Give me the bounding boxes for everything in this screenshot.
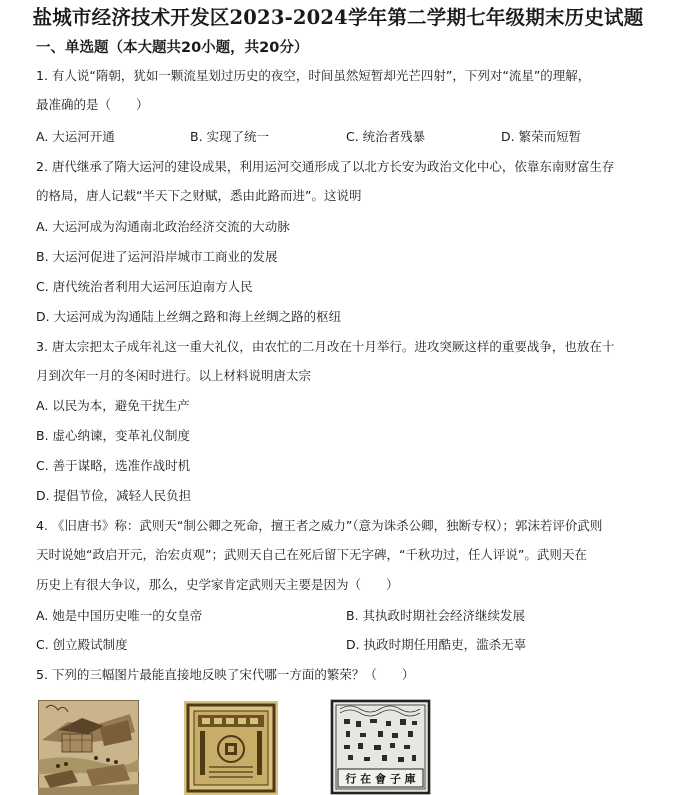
q3-option-a[interactable]: A. 以民为本，避免干扰生产 (36, 398, 190, 413)
q1-option-a[interactable]: A. 大运河开通 (36, 129, 115, 144)
section-heading: 一、单选题（本大题共20小题，共20分） (36, 40, 309, 56)
q4-option-a[interactable]: A. 她是中国历史唯一的女皇帝 (36, 608, 203, 623)
jiaozi-caption: 行 在 會 子 庫 (345, 772, 416, 786)
q4-option-c[interactable]: C. 创立殿试制度 (36, 637, 128, 652)
question-4-line-2: 天时说她“政启开元，治宏贞观”；武则天自己在死后留下无字碑，“千秋功过，任人评说”。武则天在 (36, 547, 587, 562)
page-title: 盐城市经济技术开发区2023-2024学年第二学期七年级期末历史试题 (32, 6, 644, 29)
question-4-line-1: 4. 《旧唐书》称：武则天“制公卿之死命，擅王者之威力”（意为诛杀公卿，独断专权）；郭沫若评价武则 (36, 518, 603, 533)
q3-option-b[interactable]: B. 虚心纳谏，变革礼仪制度 (36, 428, 191, 443)
question-4-line-3: 历史上有很大争议，那么，史学家肯定武则天主要是因为（ ） (36, 577, 399, 592)
q4-option-d[interactable]: D. 执政时期任用酷吏，滥杀无辜 (346, 637, 527, 652)
q2-option-c[interactable]: C. 唐代统治者利用大运河压迫南方人民 (36, 279, 253, 294)
q2-option-d[interactable]: D. 大运河成为沟通陆上丝绸之路和海上丝绸之路的枢纽 (36, 309, 342, 324)
question-3-line-1: 3. 唐太宗把太子成年礼这一重大礼仪，由农忙的二月改在十月举行。进攻突厥这样的重要战争，也放在十 (36, 339, 615, 354)
q3-option-d[interactable]: D. 提倡节俭，减轻人民负担 (36, 488, 192, 503)
q1-option-c[interactable]: C. 统治者残暴 (346, 129, 426, 144)
question-1-line-2: 最准确的是（ ） (36, 97, 149, 112)
question-2-line-2: 的格局，唐人记载“半天下之财赋，悉由此路而进”。这说明 (36, 188, 362, 203)
q3-option-c[interactable]: C. 善于谋略，选准作战时机 (36, 458, 191, 473)
q1-option-b[interactable]: B. 实现了统一 (190, 129, 270, 144)
banknote-image (184, 701, 278, 795)
question-5-line-1: 5. 下列的三幅图片最能直接地反映了宋代哪一方面的繁荣？（ ） (36, 667, 415, 682)
jiaozi-print-image (330, 699, 431, 795)
q2-option-b[interactable]: B. 大运河促进了运河沿岸城市工商业的发展 (36, 249, 278, 264)
q1-option-d[interactable]: D. 繁荣而短暂 (501, 129, 582, 144)
question-1-line-1: 1. 有人说“隋朝，犹如一颗流星划过历史的夜空，时间虽然短暂却光芒四射”，下列对“流星”的理解， (36, 68, 591, 83)
question-2-line-1: 2. 唐代继承了隋大运河的建设成果，利用运河交通形成了以北方长安为政治文化中心，依靠东南财富生存 (36, 159, 615, 174)
painting-image (38, 700, 139, 795)
question-3-line-2: 月到次年一月的冬闲时进行。以上材料说明唐太宗 (36, 368, 312, 383)
q4-option-b[interactable]: B. 其执政时期社会经济继续发展 (346, 608, 526, 623)
q2-option-a[interactable]: A. 大运河成为沟通南北政治经济交流的大动脉 (36, 219, 290, 234)
